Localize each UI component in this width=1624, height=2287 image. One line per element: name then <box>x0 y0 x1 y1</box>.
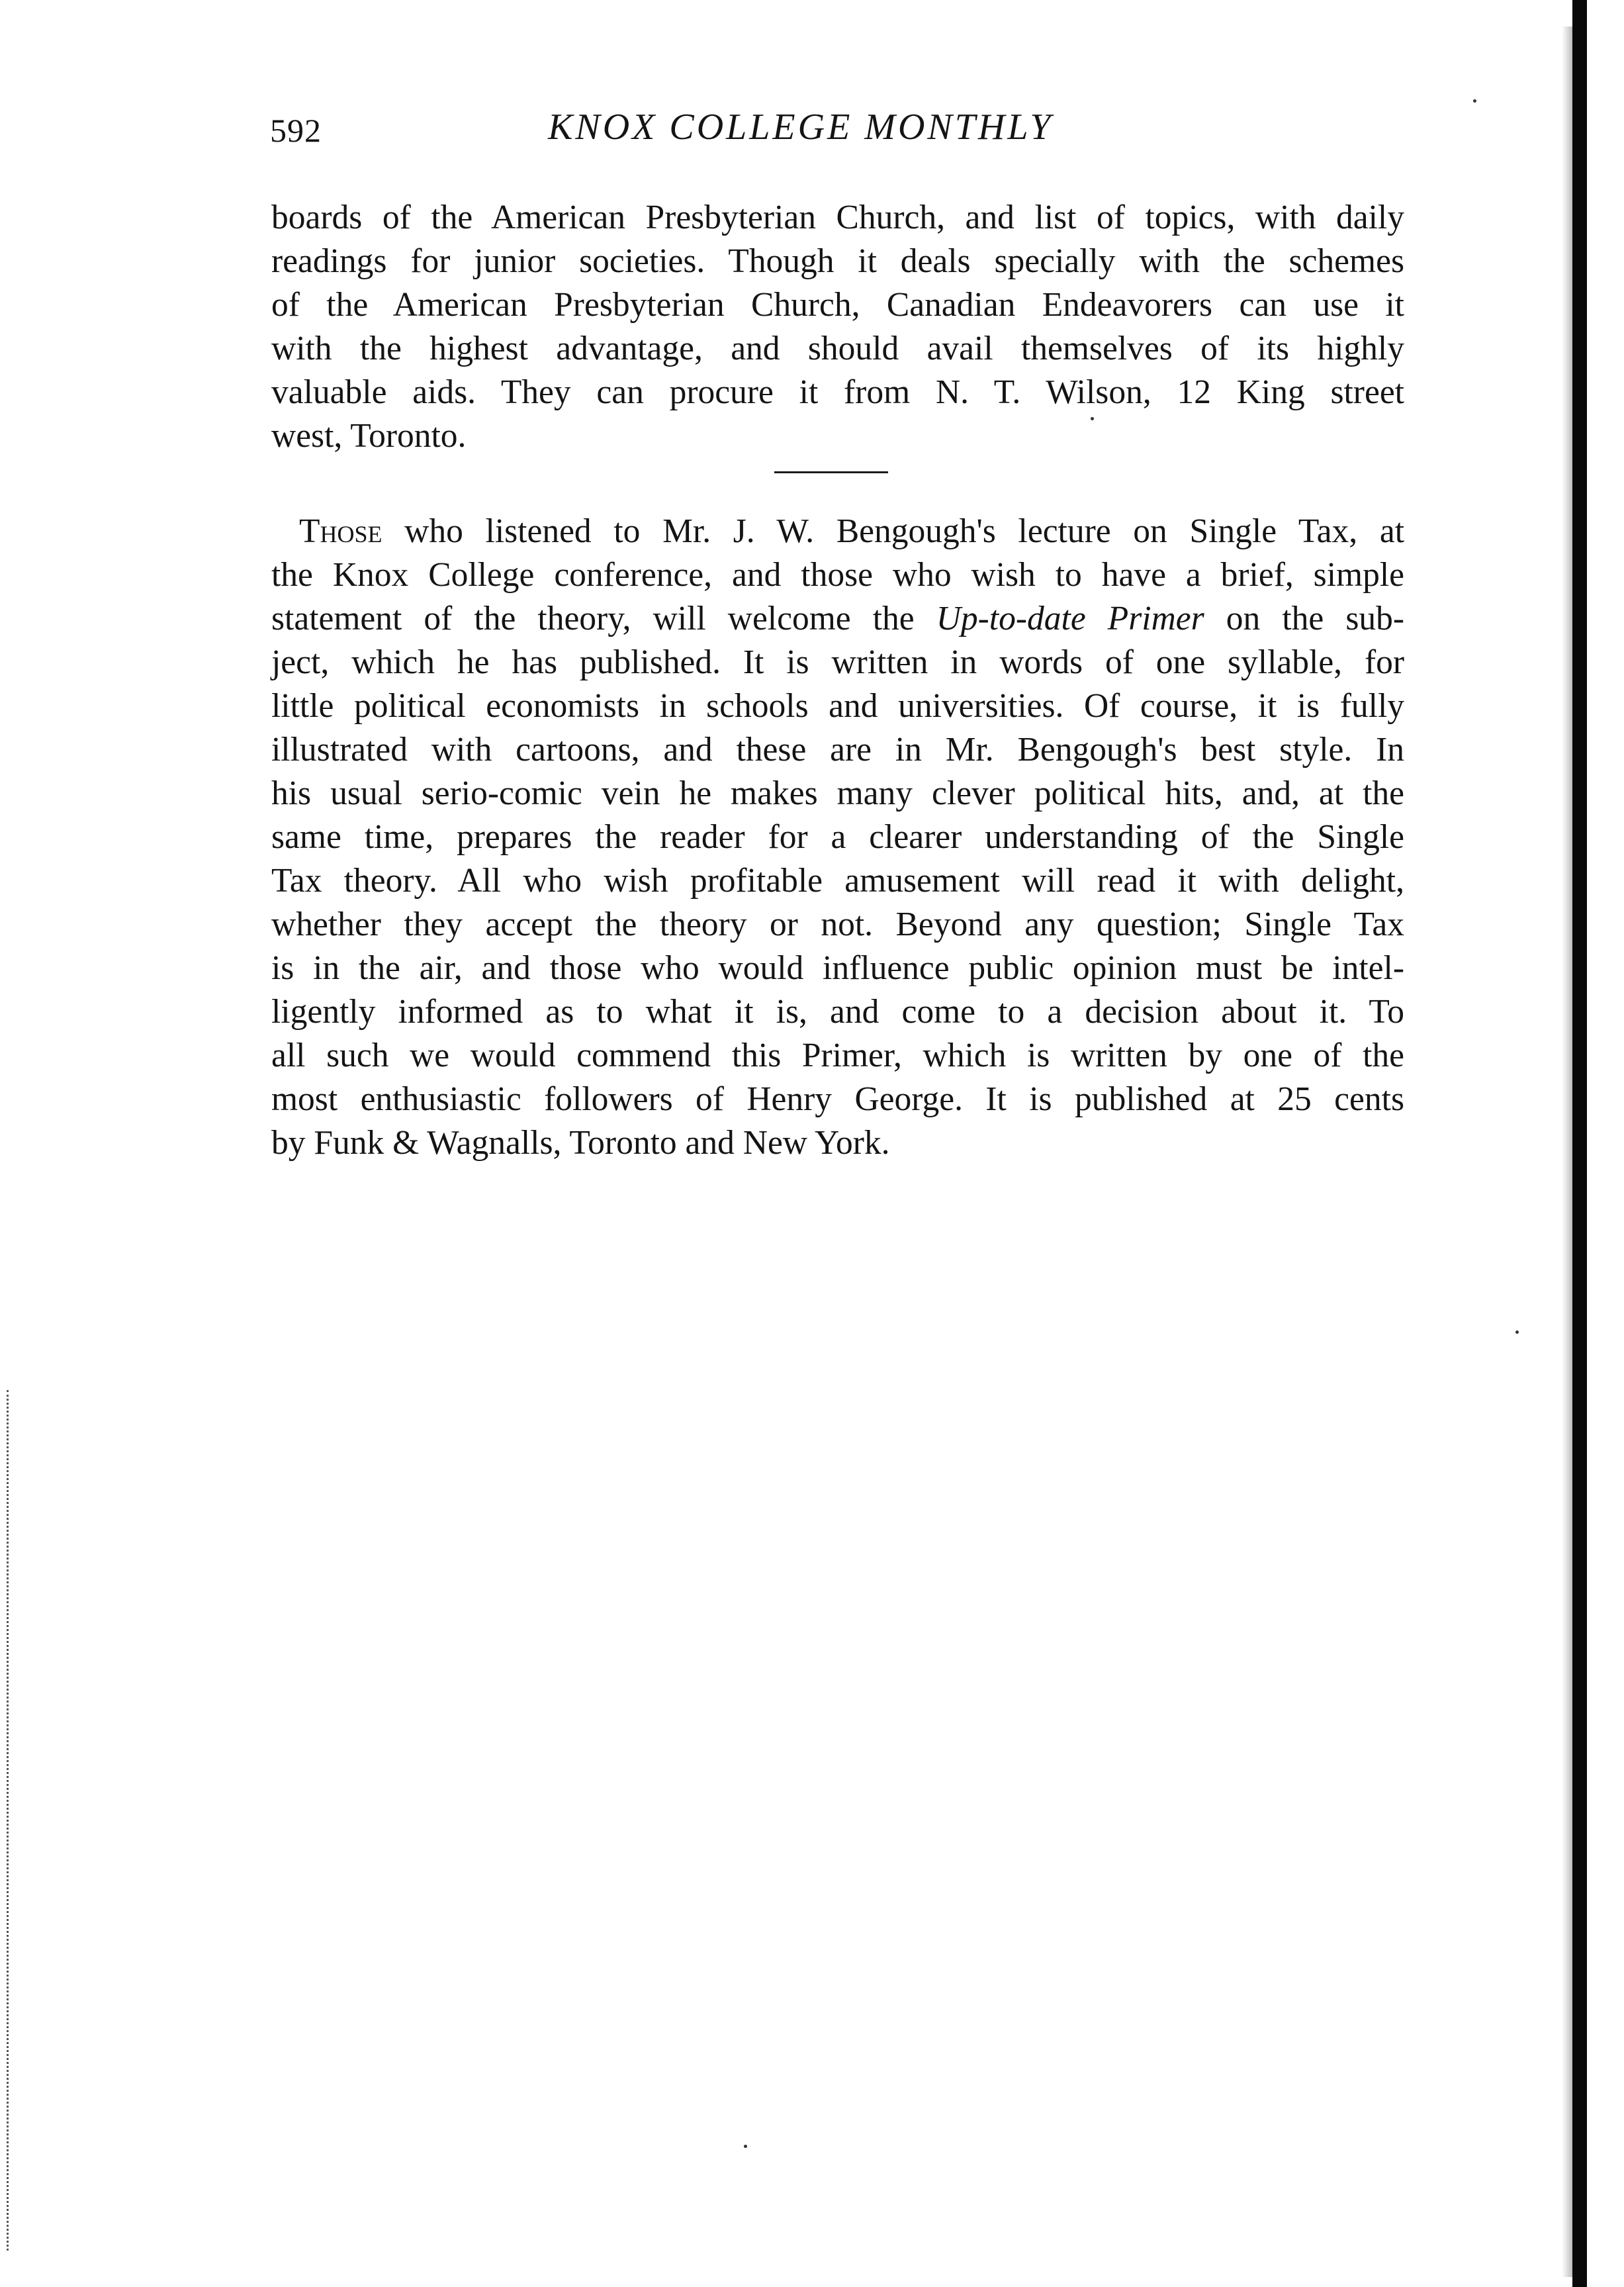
running-title: KNOX COLLEGE MONTHLY <box>548 107 1054 148</box>
scan-speck <box>1515 1330 1519 1334</box>
text-line: with the highest advantage, and should avail themselves of its highly <box>271 330 1404 367</box>
text-line: is in the air, and those who would influence public opinion must be intel- <box>271 949 1404 987</box>
text-line: of the American Presbyterian Church, Canadian Endeavorers can use it <box>271 286 1404 324</box>
text-line: same time, prepares the reader for a clearer understanding of the Single <box>271 818 1404 856</box>
text-line: his usual serio-comic vein he makes many clever political hits, and, at the <box>271 774 1404 812</box>
lead-smallcaps: Those <box>299 512 383 550</box>
text-line: the Knox College conference, and those who wish to have a brief, simple <box>271 556 1404 594</box>
scan-speck <box>1091 417 1094 420</box>
text-line: little political economists in schools and universities. Of course, it is fully <box>271 687 1404 725</box>
text-line: most enthusiastic followers of Henry George. It is published at 25 cents <box>271 1080 1404 1118</box>
book-title: Up-to-date Primer <box>936 600 1204 637</box>
scan-speck <box>744 2145 747 2148</box>
text-line <box>271 597 1404 641</box>
text-line <box>299 510 1404 553</box>
text-line: ject, which he has published. It is written in words of one syllable, for <box>271 643 1404 681</box>
text-line: boards of the American Presbyterian Church, and list of topics, with daily <box>271 199 1404 236</box>
text-line: west, Toronto. <box>271 417 467 455</box>
binding-shadow <box>1562 26 1572 2277</box>
text-line: whether they accept the theory or not. Beyond any question; Single Tax <box>271 906 1404 943</box>
text-run: who listened to Mr. J. W. Bengough's lecture on Single Tax, at <box>382 512 1404 550</box>
text-line: illustrated with cartoons, and these are in Mr. Bengough's best style. In <box>271 731 1404 769</box>
scan-gutter-marks <box>7 1390 18 2251</box>
text-run: statement of the theory, will welcome the <box>271 600 936 637</box>
section-divider <box>774 471 888 473</box>
binding-edge <box>1572 0 1587 2287</box>
text-line: readings for junior societies. Though it deals specially with the schemes <box>271 242 1404 280</box>
text-run: on the sub- <box>1204 600 1405 637</box>
page-header <box>270 106 1406 159</box>
text-line: all such we would commend this Primer, which is written by one of the <box>271 1037 1404 1074</box>
text-line: Tax theory. All who wish profitable amusement will read it with delight, <box>271 862 1404 900</box>
text-line: by Funk & Wagnalls, Toronto and New York. <box>271 1124 890 1162</box>
page-number: 592 <box>270 112 322 149</box>
text-line: ligently informed as to what it is, and come to a decision about it. To <box>271 993 1404 1031</box>
text-line: valuable aids. They can procure it from N. T. Wilson, 12 King street <box>271 373 1404 411</box>
scan-speck <box>1473 99 1476 103</box>
